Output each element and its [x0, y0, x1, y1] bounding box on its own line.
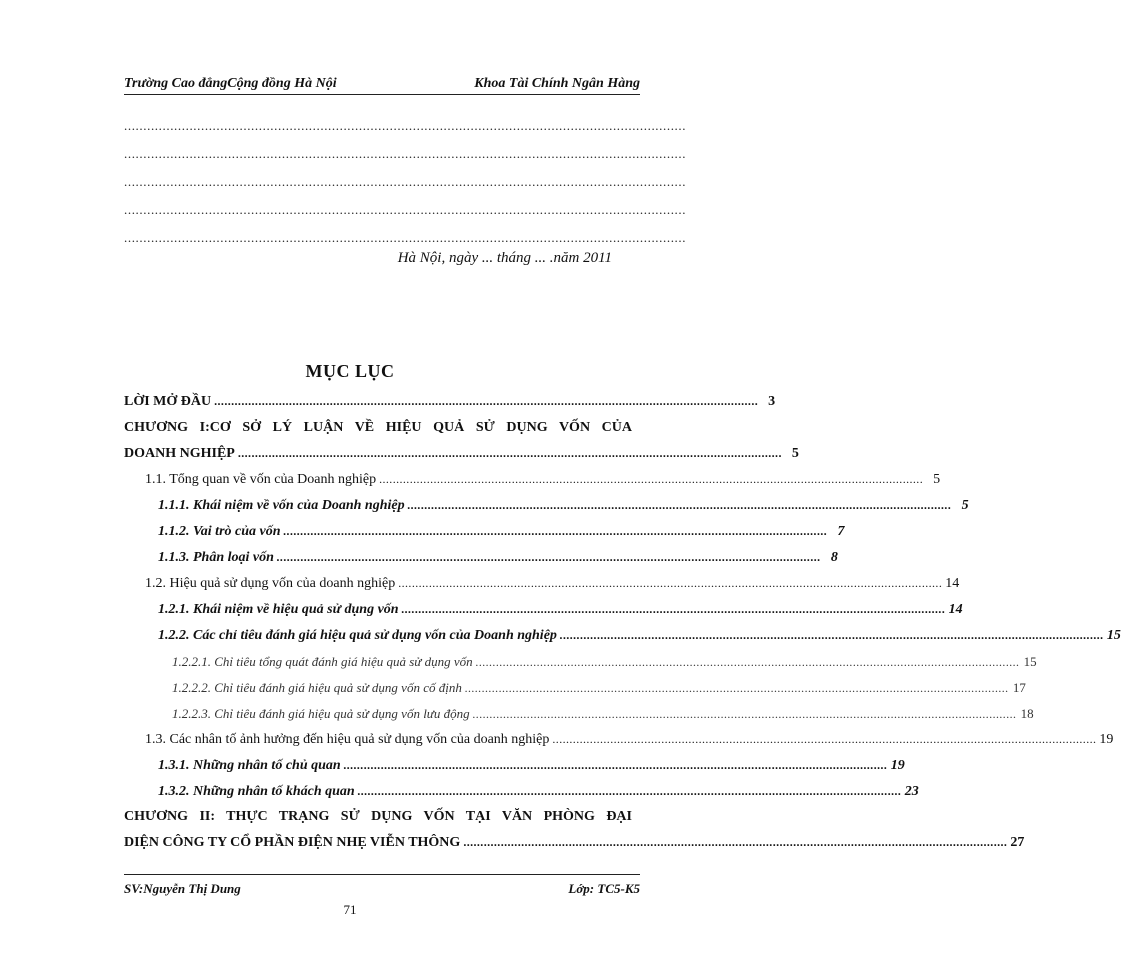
dotted-lines [124, 112, 687, 252]
toc-label: 1.2.2. Các chỉ tiêu đánh giá hiệu quả sử dụng vốn của Doanh nghiệp [158, 628, 557, 643]
toc-label: 1.1.3. Phân loại vốn [158, 550, 274, 565]
toc-label: LỜI MỞ ĐẦU [124, 394, 212, 409]
toc-chapter2-line1[interactable]: CHƯƠNG II: THỰC TRẠNG SỬ DỤNG VỐN TẠI VĂN PHÒNG ĐẠI [124, 809, 632, 824]
toc-entry-loi-mo-dau[interactable] [124, 394, 776, 410]
toc-page: 27 [1010, 835, 1025, 850]
toc-entry-1-2-2-2[interactable] [172, 680, 1026, 696]
toc-leader: ................................................................................................................................................................ [559, 628, 1104, 642]
page-footer [124, 874, 640, 897]
toc-page: 5 [961, 498, 969, 513]
toc-entry-1-2-2-1[interactable] [172, 654, 1037, 670]
toc-chapter1-line1[interactable]: CHƯƠNG I:CƠ SỞ LÝ LUẬN VỀ HIỆU QUẢ SỬ DỤNG VỐN CỦA [124, 420, 632, 435]
toc-page: 18 [1020, 706, 1034, 721]
toc-page: 8 [830, 550, 838, 565]
toc-label: 1.2. Hiệu quả sử dụng vốn của doanh nghiệp [145, 576, 396, 591]
toc-entry-1-2[interactable] [145, 576, 960, 592]
dotted-line: .................................................................................................................................................. [124, 202, 687, 217]
toc-leader: ................................................................................................................................................................ [357, 784, 902, 798]
toc-label: 1.1.2. Vai trò của vốn [158, 524, 281, 539]
toc-leader: ................................................................................................................................................................ [379, 472, 924, 486]
toc-entry-1-3[interactable] [145, 732, 1114, 748]
toc-leader: ................................................................................................................................................................ [343, 758, 888, 772]
toc-leader: ................................................................................................................................................................ [276, 550, 821, 564]
footer-student: SV:Nguyễn Thị Dung [124, 881, 241, 896]
toc-leader: ................................................................................................................................................................ [398, 576, 943, 590]
toc-label: 1.3. Các nhân tố ảnh hưởng đến hiệu quả sử dụng vốn của doanh nghiệp [145, 732, 550, 747]
toc-page: 15 [1106, 628, 1121, 643]
toc-entry-1-2-1[interactable] [158, 602, 963, 618]
page-number: 71 [343, 902, 357, 917]
toc-entry-chapter2[interactable] [124, 835, 1025, 851]
toc-page: 3 [768, 394, 776, 409]
toc-leader: ................................................................................................................................................................ [407, 498, 952, 512]
toc-entry-1-2-2[interactable] [158, 628, 1121, 644]
toc-leader: ................................................................................................................................................................ [475, 655, 1020, 669]
dotted-line: .................................................................................................................................................. [124, 174, 687, 189]
toc-label: DIỆN CÔNG TY CỔ PHẦN ĐIỆN NHẸ VIỄN THÔNG [124, 835, 461, 850]
toc-entry-1-2-2-3[interactable] [172, 706, 1034, 722]
dotted-line: .................................................................................................................................................. [124, 230, 687, 245]
toc-entry-1-3-1[interactable] [158, 758, 905, 774]
toc-label: 1.2.2.2. Chỉ tiêu đánh giá hiệu quả sử dụng vốn cố định [172, 680, 462, 695]
toc-page: 5 [791, 446, 799, 461]
toc-label: 1.2.2.1. Chỉ tiêu tổng quát đánh giá hiệu quả sử dụng vốn [172, 654, 473, 669]
page-header [124, 68, 640, 95]
toc-page: 7 [837, 524, 845, 539]
header-school: Trường Cao đẳngCộng đồng Hà Nội [124, 76, 337, 91]
toc-label: 1.2.2.3. Chỉ tiêu đánh giá hiệu quả sử dụng vốn lưu động [172, 706, 470, 721]
toc-title: MỤC LỤC [305, 361, 395, 381]
footer-class: Lớp: TC5-K5 [568, 881, 640, 896]
toc-page: 14 [948, 602, 963, 617]
dotted-line: .................................................................................................................................................. [124, 146, 687, 161]
toc-leader: ................................................................................................................................................................ [283, 524, 828, 538]
toc-entry-chapter1[interactable] [124, 446, 799, 462]
toc-entry-1-1[interactable] [145, 472, 941, 488]
toc-entry-1-3-2[interactable] [158, 784, 919, 800]
toc-leader: ................................................................................................................................................................ [463, 835, 1008, 849]
toc-leader: ................................................................................................................................................................ [472, 707, 1017, 721]
toc-label: DOANH NGHIỆP [124, 446, 235, 461]
toc-entry-1-1-2[interactable] [158, 524, 845, 540]
toc-page: 23 [904, 784, 919, 799]
toc-label: 1.1.1. Khái niệm về vốn của Doanh nghiệp [158, 498, 405, 513]
toc-entry-1-1-3[interactable] [158, 550, 838, 566]
toc-page: 5 [933, 472, 941, 487]
toc-leader: ................................................................................................................................................................ [401, 602, 946, 616]
toc-label: 1.3.1. Những nhân tố chủ quan [158, 758, 341, 773]
toc-leader: ................................................................................................................................................................ [464, 681, 1009, 695]
header-faculty: Khoa Tài Chính Ngân Hàng [474, 76, 640, 91]
toc-label: 1.1. Tổng quan về vốn của Doanh nghiệp [145, 472, 377, 487]
toc-label: 1.3.2. Những nhân tố khách quan [158, 784, 355, 799]
toc-leader: ................................................................................................................................................................ [552, 732, 1097, 746]
toc-page: 14 [945, 576, 960, 591]
toc-page: 19 [890, 758, 905, 773]
toc-entry-1-1-1[interactable] [158, 498, 969, 514]
toc-leader: ................................................................................................................................................................ [237, 446, 782, 460]
toc-leader: ................................................................................................................................................................ [214, 394, 759, 408]
toc-page: 17 [1012, 680, 1026, 695]
toc-page: 19 [1099, 732, 1114, 747]
toc-label: 1.2.1. Khái niệm về hiệu quả sử dụng vốn [158, 602, 399, 617]
dotted-line: .................................................................................................................................................. [124, 118, 687, 133]
dateline: Hà Nội, ngày ... tháng ... .năm 2011 [397, 250, 612, 266]
toc-page: 15 [1023, 654, 1037, 669]
